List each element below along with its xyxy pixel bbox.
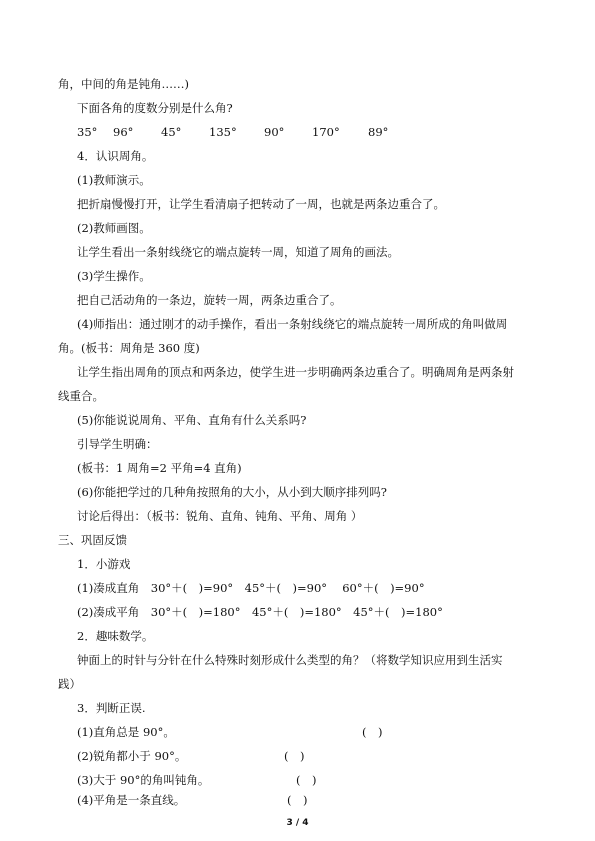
angle-value: 90°: [264, 125, 285, 139]
text-line: 引导学生明确：: [77, 437, 158, 451]
exercise-line: (1)凑成直角 30°＋( )=90° 45°＋( )=90° 60°＋( )=90°: [77, 581, 425, 595]
text-line: 角，中间的角是钝角……): [58, 77, 189, 91]
angle-value: 135°: [209, 125, 237, 139]
text-line: 2．趣味数学。: [77, 629, 154, 643]
text-line: 3．判断正误.: [77, 701, 146, 715]
text-line: (板书：1 周角=2 平角=4 直角): [77, 461, 242, 475]
angle-value: 45°: [161, 125, 182, 139]
angle-value: 89°: [368, 125, 389, 139]
text-line: (3)学生操作。: [77, 269, 151, 283]
judgment-item: (3)大于 90°的角叫钝角。: [77, 773, 210, 787]
text-line: 把自己活动角的一条边，旋转一周，两条边重合了。: [77, 293, 342, 307]
section-heading: 三、巩固反馈: [58, 533, 127, 547]
text-line: 让学生看出一条射线绕它的端点旋转一周，知道了周角的画法。: [77, 245, 399, 259]
text-line: 讨论后得出：（板书：锐角、直角、钝角、平角、周角 ）: [77, 509, 363, 523]
page-number: 3 / 4: [286, 818, 309, 828]
text-line: 钟面上的时针与分针在什么特殊时刻形成什么类型的角？（将数学知识应用到生活实: [77, 653, 503, 667]
text-line: 线重合。: [58, 389, 104, 403]
answer-blank: ( ): [296, 773, 317, 787]
answer-blank: ( ): [284, 749, 305, 763]
text-line: 1．小游戏: [77, 557, 131, 571]
text-line: 下面各角的度数分别是什么角?: [77, 101, 233, 115]
text-line: 让学生指出周角的顶点和两条边，使学生进一步明确两条边重合了。明确周角是两条射: [77, 365, 514, 379]
text-line: (1)教师演示。: [77, 173, 151, 187]
text-line: (4)师指出：通过刚才的动手操作，看出一条射线绕它的端点旋转一周所成的角叫做周: [77, 317, 508, 331]
angle-value: 170°: [312, 125, 340, 139]
text-line: 角。(板书：周角是 360 度): [58, 341, 200, 355]
answer-blank: ( ): [287, 793, 308, 807]
text-line: (6)你能把学过的几种角按照角的大小，从小到大顺序排列吗?: [77, 485, 387, 499]
judgment-item: (4)平角是一条直线。: [77, 793, 186, 807]
section-heading: 4．认识周角。: [77, 149, 154, 163]
text-line: (2)教师画图。: [77, 221, 151, 235]
text-line: (5)你能说说周角、平角、直角有什么关系吗?: [77, 413, 307, 427]
judgment-item: (1)直角总是 90°。: [77, 725, 175, 739]
text-line: 践）: [58, 677, 81, 691]
exercise-line: (2)凑成平角 30°＋( )=180° 45°＋( )=180° 45°＋( )=180°: [77, 605, 443, 619]
angle-value: 96°: [113, 125, 134, 139]
judgment-item: (2)锐角都小于 90°。: [77, 749, 187, 763]
answer-blank: ( ): [362, 725, 383, 739]
text-line: 把折扇慢慢打开，让学生看清扇子把转动了一周，也就是两条边重合了。: [77, 197, 445, 211]
angle-value: 35°: [77, 125, 98, 139]
